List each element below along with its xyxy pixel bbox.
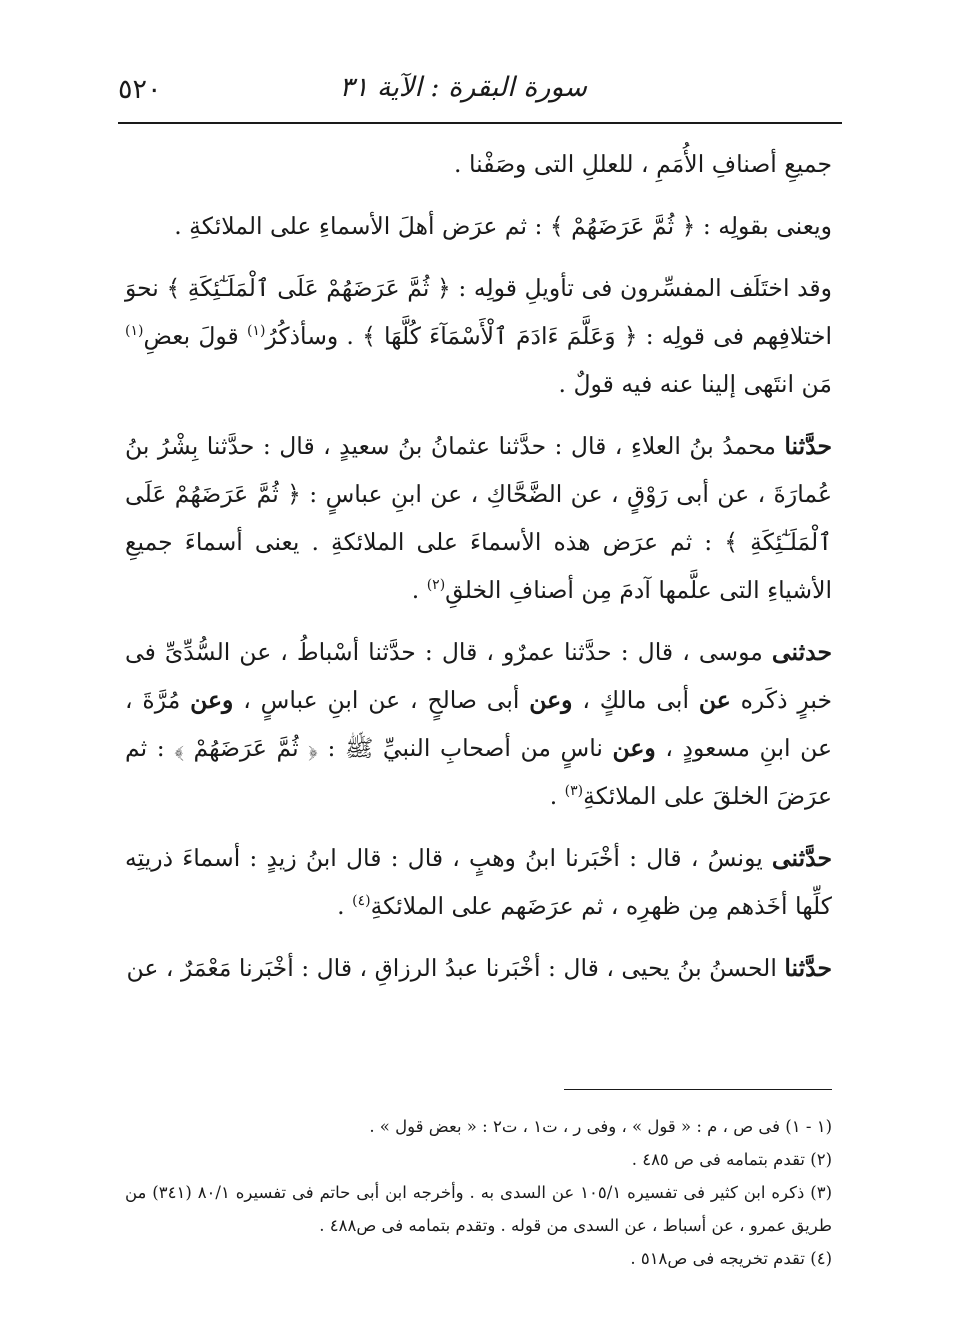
footnote-2: (٢) تقدم بتمامه فى ص ٤٨٥ . (631, 1150, 832, 1169)
page-header (118, 62, 842, 118)
paragraph-1-text: جميعِ أصنافِ الأُمَمِ ، للعللِ التى وصَفْنا . (454, 150, 832, 178)
paragraph-4-text: محمدُ بنُ العلاءِ ، قال : حدَّثنا عثمانُ بنُ سعيدٍ ، قال : حدَّثنا بِشْرُ بنُ عُمارَةَ ، عن أبى رَوْقٍ ، عن الضَّحَّاكِ ، عن ابنِ عباسٍ : ﴿ ثُمَّ عَرَضَهُمْ عَلَى ٱلْمَلَـٰٓئِكَةِ ﴾ : ثم عرَض هذه الأسماءَ على الملائكةِ . يعنى أسماءَ جميعِ الأشياءِ التى علَّمها آدمَ مِن أصنافِ الخلقِ (125, 432, 832, 604)
paragraph-4 (125, 422, 832, 614)
footnote-3: (٣) ذكره ابن كثير فى تفسيره ١٠٥/١ عن السدى به . وأخرجه ابن أبى حاتم فى تفسيره ٨٠/١ (٣٤١) من طريق عمرو ، عن أسباط ، عن السدى من قوله . وتقدم بتمامه فى ص٤٨٨ . (125, 1183, 832, 1235)
isnad-connector: وعن (190, 686, 234, 714)
paragraph-6 (125, 834, 832, 930)
paragraph-5-text: مُرَّةَ ، عن ابنِ مسعودٍ ، (125, 686, 832, 762)
paragraph-5-text: ناسٍ من أصحابِ النبيِّ ﷺ : ﴿ ثُمَّ عَرَضَهُمْ ﴾ : ثم عرَضَ الخلقَ على الملائكةِ (125, 734, 832, 810)
header-rule (118, 122, 842, 124)
paragraph-2-text: ويعنى بقولِه : ﴿ ثُمَّ عَرَضَهُمْ ﴾ : ثم عرَض أهلَ الأسماءِ على الملائكةِ . (174, 212, 832, 240)
paragraph-4-end: . (411, 576, 427, 604)
footnote-ref: (٢) (426, 577, 446, 594)
isnad-lead: حدَّثنى (771, 844, 832, 872)
paragraph-5-text: موسى ، قال : حدَّثنا عمرٌو ، قال : حدَّثنا أسْباطُ ، عن السُّدِّىِّ فى خبرٍ ذكَره (125, 638, 832, 714)
footnote-1: (١ - ١) فى ص ، م : « قول » ، وفى ر ، ت١ ، ت٢ : « بعض قول » . (369, 1117, 832, 1136)
paragraph-5 (125, 628, 832, 820)
isnad-connector: وعن (612, 734, 656, 762)
isnad-connector: وعن (529, 686, 573, 714)
paragraph-3-mid: قولَ بعضِ (143, 322, 247, 350)
isnad-connector: عن (698, 686, 731, 714)
page-number: ٥٢٠ (118, 74, 162, 105)
paragraph-6-end: . (337, 892, 353, 920)
paragraph-7-text: الحسنُ بنُ يحيى ، قال : أخْبَرنا عبدُ الرزاقِ ، قال : أخْبَرنا مَعْمَرٌ ، عن (126, 954, 785, 982)
paragraph-1 (125, 140, 832, 188)
footnote-ref: (٤) (352, 893, 371, 910)
footnotes (125, 1110, 832, 1275)
footnote-ref: (١) (246, 323, 266, 340)
paragraph-2 (125, 202, 832, 250)
paragraph-7 (125, 944, 832, 992)
footnote-separator (564, 1089, 832, 1090)
isnad-lead: حدَّثنا (784, 954, 832, 982)
paragraph-5-text: أبى صالحٍ ، عن ابنِ عباسٍ ، (233, 686, 530, 714)
paragraph-5-end: . (549, 782, 565, 810)
paragraph-3 (125, 264, 832, 408)
paragraph-3-text: وقد اختَلَف المفسِّرون فى تأويلِ قولِه : ﴿ ثُمَّ عَرَضَهُمْ عَلَى ٱلْمَلَـٰٓئِكَةِ ﴾ نحوَ اختلافِهم فى قولِه : ﴿ وَعَلَّمَ ءَادَمَ ٱلْأَسْمَآءَ كُلَّهَا ﴾ . وسأذكُرُ (125, 274, 832, 350)
footnote-ref: (١) (125, 323, 144, 340)
footnote-4: (٤) تقدم تخريجه فى ص٥١٨ . (630, 1249, 832, 1268)
running-title: سورة البقرة : الآية ٣١ (339, 72, 587, 103)
paragraph-6-text: يونسُ ، قال : أخْبَرنا ابنُ وهبٍ ، قال : قال ابنُ زيدٍ : أسماءَ ذريتِه كلِّها أخَذهم مِن ظهرِه ، ثم عرَضَهم على الملائكةِ (125, 844, 832, 920)
paragraph-3-end: مَن انتَهى إلينا عنه فيه قولٌ . (558, 370, 832, 398)
isnad-lead: حدثنى (771, 638, 832, 666)
footnote-ref: (٣) (564, 783, 584, 800)
isnad-lead: حدَّثنا (784, 432, 832, 460)
paragraph-5-text: أبى مالكٍ ، (572, 686, 699, 714)
main-text (125, 140, 832, 992)
